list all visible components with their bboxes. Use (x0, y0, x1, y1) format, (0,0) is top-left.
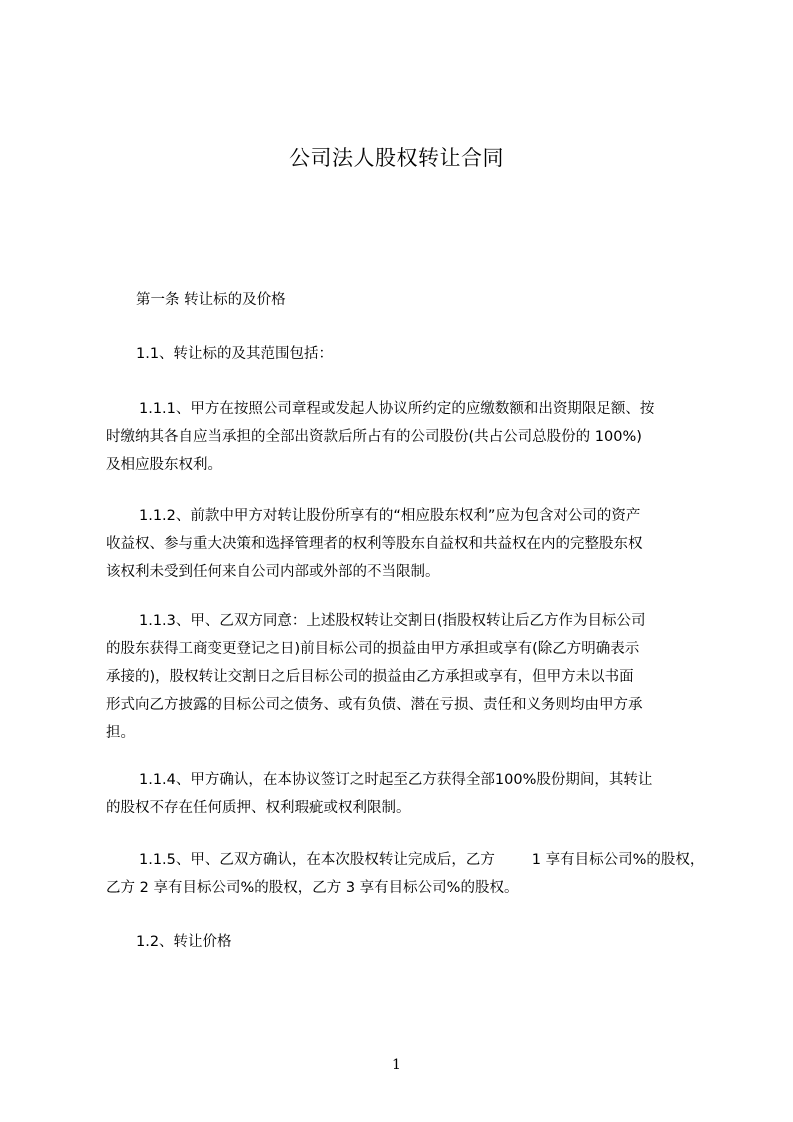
document-title: 公司法人股权转让合同 (289, 146, 504, 170)
page-number: 1 (392, 1057, 401, 1073)
section-1-1-1 (106, 395, 712, 479)
section-1-1-5-line: 乙方 2 享有目标公司%的股权，乙方 3 享有目标公司%的股权。 (106, 880, 519, 896)
section-1-1-1-line: 及相应股东权利。 (106, 457, 222, 473)
section-1-1-2 (106, 502, 712, 586)
section-1-1-4-line: 的股权不存在任何质押、权利瑕疵或权利限制。 (106, 800, 411, 816)
section-1-1-3-line: 的股东获得工商变更登记之日)前目标公司的损益由甲方承担或享有(除乙方明确表示 (106, 641, 640, 657)
article-heading (136, 286, 742, 314)
section-1-1-3-line: 承接的)，股权转让交割日之后目标公司的损益由乙方承担或享有，但甲方未以书面 (106, 669, 634, 685)
section-1-1-4-line: 1.1.4、甲方确认，在本协议签订之时起至乙方获得全部100%股份期间，其转让 (139, 772, 653, 788)
section-1-1-3-line: 形式向乙方披露的目标公司之债务、或有负债、潜在亏损、责任和义务则均由甲方承 (106, 697, 643, 713)
section-1-1-5-line: 1.1.5、甲、乙双方确认，在本次股权转让完成后，乙方 1 享有目标公司%的股权， (139, 852, 705, 868)
section-1-1-3-line: 担。 (106, 725, 135, 741)
section-1-1-5 (106, 846, 712, 902)
article-heading-text: 第一条 转让标的及价格 (136, 292, 286, 308)
section-1-1-2-line: 1.1.2、前款中甲方对转让股份所享有的“相应股东权利”应为包含对公司的资产 (139, 508, 641, 524)
section-1-1-2-line: 该权利未受到任何来自公司内部或外部的不当限制。 (106, 564, 440, 580)
section-1-1-3 (106, 607, 712, 747)
section-1-1-1-line: 1.1.1、甲方在按照公司章程或发起人协议所约定的应缴数额和出资期限足额、按 (139, 401, 655, 417)
section-1-1-1-line: 时缴纳其各自应当承担的全部出资款后所占有的公司股份(共占公司总股份的 100%) (106, 429, 642, 445)
section-1-2-text: 1.2、转让价格 (136, 934, 232, 950)
section-1-1-2-line: 收益权、参与重大决策和选择管理者的权利等股东自益权和共益权在内的完整股东权 (106, 536, 643, 552)
section-1-1-text: 1.1、转让标的及其范围包括： (136, 346, 334, 362)
section-1-2 (136, 928, 742, 956)
section-1-1-3-line: 1.1.3、甲、乙双方同意：上述股权转让交割日(指股权转让后乙方作为目标公司 (139, 613, 646, 629)
section-1-1 (136, 340, 742, 368)
section-1-1-4 (106, 766, 712, 822)
